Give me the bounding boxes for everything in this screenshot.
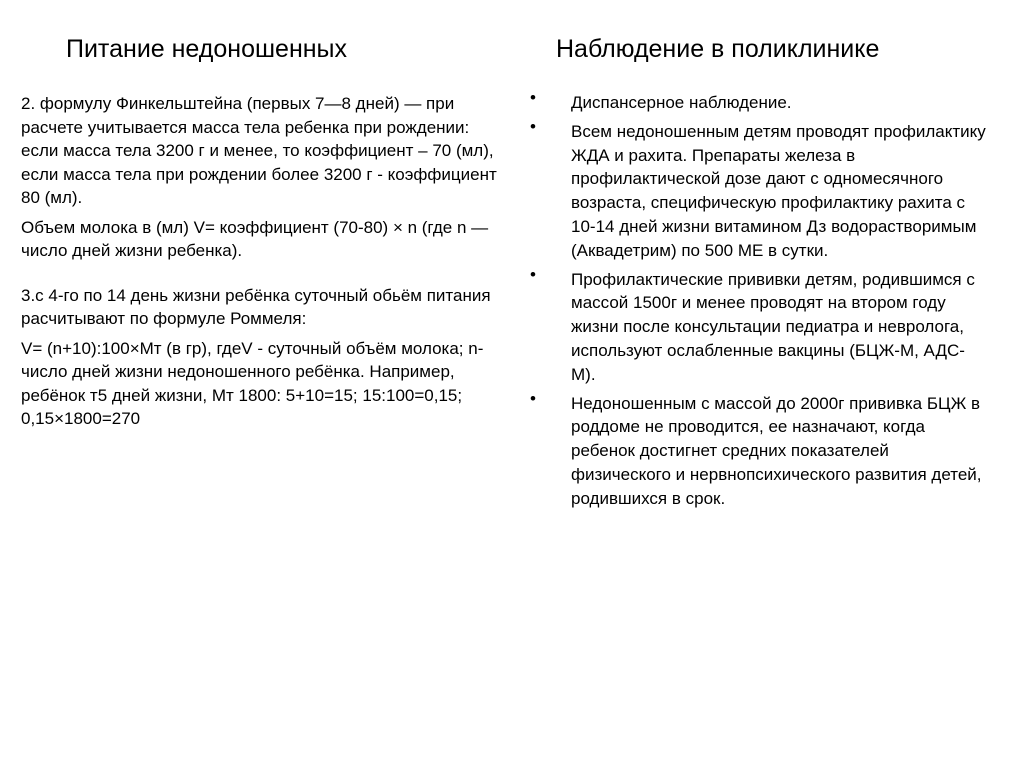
list-item — [528, 388, 988, 511]
rommel-formula-paragraph: V= (n+10):100×Мт (в гр), гдеV - суточный объём молока; n- число дней жизни недоношенного ребёнка. Например, ребёнок т5 дней жизни, Мт 1800: 5+10=15; 15:100=0,15; 0,15×1800=270 — [21, 338, 484, 428]
list-item — [528, 116, 988, 263]
right-column-bullet-list — [528, 88, 988, 516]
rommel-intro-paragraph: 3.с 4-го по 14 день жизни ребёнка суточный обьём питания расчитывают по формуле Роммеля: — [21, 285, 491, 328]
bullet-icon: • — [530, 264, 536, 284]
list-item — [528, 264, 988, 387]
bullet-icon: • — [530, 388, 536, 408]
left-column-title: Питание недоношенных — [66, 35, 348, 63]
list-item-text: Диспансерное наблюдение. — [571, 93, 792, 112]
bullet-icon: • — [530, 116, 536, 136]
milk-volume-paragraph: Объем молока в (мл) V= коэффициент (70-80) × n (где n — число дней жизни ребенка). — [21, 217, 489, 260]
list-item-text: Недоношенным с массой до 2000г прививка БЦЖ в роддоме не проводится, ее назначают, когда ребенок достигнет средних показателей физического и нервнопсихического развития детей, родившихся в срок. — [571, 393, 982, 508]
list-item — [528, 88, 988, 115]
bullet-icon: • — [530, 88, 536, 107]
right-column-title: Наблюдение в поликлинике — [556, 35, 880, 63]
finkelstein-formula-paragraph: 2. формулу Финкельштейна (первых 7—8 дней) — при расчете учитывается масса тела ребенка при рождении: если масса тела 3200 г и менее, то коэффициент – 70 (мл), если масса тела при рождении более 3200 г - коэффициент 80 (мл). — [21, 94, 497, 207]
list-item-text: Всем недоношенным детям проводят профилактику ЖДА и рахита. Препараты железа в профилактической дозе дают с одномесячного возраста, специфическую профилактику рахита с 10-14 дней жизни витамином Дз водорастворимым (Аквадетрим) по 500 МЕ в сутки. — [571, 121, 986, 260]
left-column-body — [21, 92, 501, 437]
list-item-text: Профилактические прививки детям, родившимся с массой 1500г и менее проводят на втором году жизни после консультации педиатра и невролога, используют ослабленные вакцины (БЦЖ-М, АДС-М). — [571, 269, 975, 384]
